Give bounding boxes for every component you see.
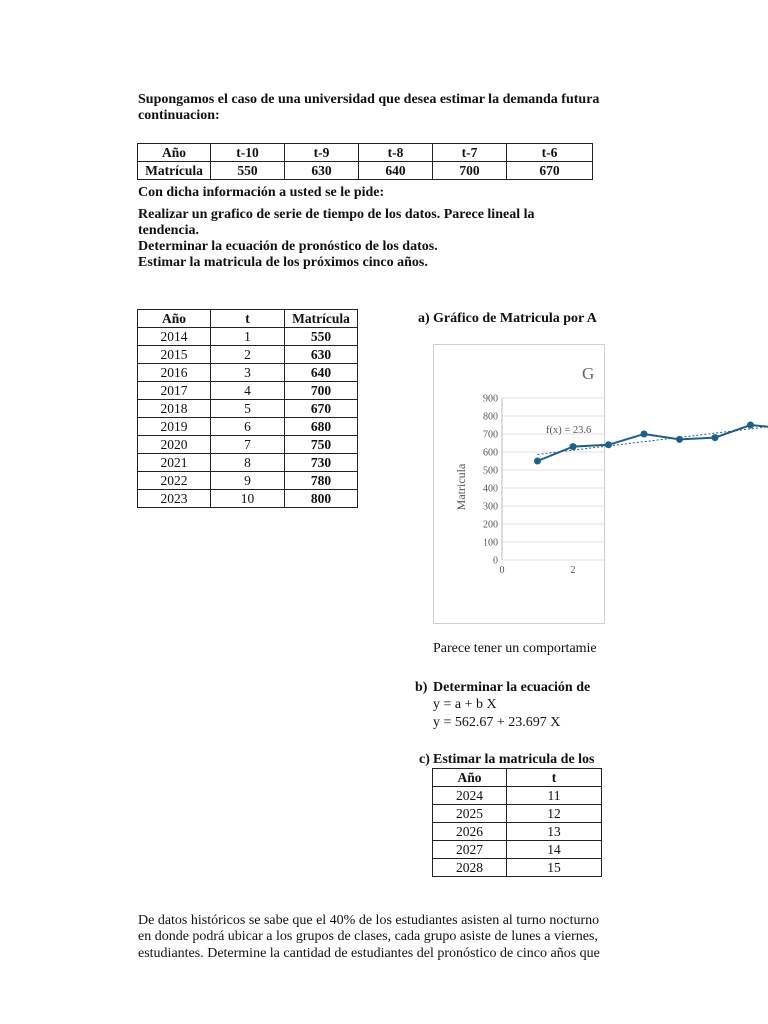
table-cell: 2024	[433, 787, 507, 805]
table-cell: Matrícula	[138, 162, 211, 180]
y-tick-label: 100	[483, 537, 498, 549]
table-row	[138, 144, 593, 162]
table-cell: 630	[285, 346, 358, 364]
data-point	[605, 441, 612, 448]
table-cell: 750	[285, 436, 358, 454]
table-cell: 2021	[138, 454, 211, 472]
table-header: t	[507, 769, 602, 787]
table-cell: 2019	[138, 418, 211, 436]
table-cell: 550	[211, 162, 285, 180]
table-cell: 6	[211, 418, 285, 436]
table-row	[138, 418, 358, 436]
table-cell: 630	[285, 162, 359, 180]
trendline-label: f(x) = 23.6	[546, 425, 592, 436]
table-cell: 14	[507, 841, 602, 859]
y-tick-label: 700	[483, 429, 498, 441]
data-point	[676, 436, 683, 443]
table-cell: 2026	[433, 823, 507, 841]
table-cell: 2014	[138, 328, 211, 346]
x-tick-label: 0	[499, 565, 505, 576]
table-cell: 11	[507, 787, 602, 805]
table-row	[138, 382, 358, 400]
table-header: t-9	[285, 144, 359, 162]
table-cell: 730	[285, 454, 358, 472]
table-cell: 2	[211, 346, 285, 364]
table-row	[138, 346, 358, 364]
table-cell: 9	[211, 472, 285, 490]
table-cell: 2016	[138, 364, 211, 382]
table-cell: 12	[507, 805, 602, 823]
table-cell: 2023	[138, 490, 211, 508]
y-tick-label: 0	[493, 555, 498, 567]
table-cell: 700	[285, 382, 358, 400]
footer-line-3-cut: estudiantes. Determine la cantidad de estudiantes del pronóstico de cinco años que	[138, 946, 600, 961]
table-row	[138, 364, 358, 382]
table-row	[433, 787, 602, 805]
data-point	[641, 431, 648, 438]
table-cell: 3	[211, 364, 285, 382]
section-a-title: Gráfico de Matricula por A	[433, 311, 597, 326]
table-row	[138, 436, 358, 454]
table-cell: 700	[433, 162, 507, 180]
table-row	[433, 805, 602, 823]
table-cell: 2018	[138, 400, 211, 418]
data-point	[712, 434, 719, 441]
data-point	[747, 422, 754, 429]
table-header: t	[211, 310, 285, 328]
series-line	[538, 416, 768, 461]
enrollment-data-table	[137, 309, 358, 508]
chart-title: G	[582, 364, 595, 383]
y-tick-label: 400	[483, 483, 498, 495]
table-row	[433, 769, 602, 787]
section-c-title: Estimar la matricula de los	[433, 752, 595, 767]
data-point	[570, 443, 577, 450]
intro-line-1: Supongamos el caso de una universidad que desea estimar la demanda futura	[138, 92, 600, 107]
line-chart	[434, 345, 604, 623]
table-cell: 1	[211, 328, 285, 346]
table-row	[138, 400, 358, 418]
instructions-line-2: tendencia.	[138, 223, 200, 238]
section-a-label: a)	[418, 311, 430, 326]
table-row	[433, 841, 602, 859]
table-header: Año	[433, 769, 507, 787]
footer-line-1: De datos históricos se sabe que el 40% de los estudiantes asisten al turno nocturno	[138, 913, 600, 928]
table-header: t-8	[359, 144, 433, 162]
y-tick-label: 500	[483, 465, 498, 477]
y-tick-label: 900	[483, 393, 498, 405]
table-row	[138, 490, 358, 508]
x-tick-label: 2	[570, 565, 576, 576]
table-cell: 680	[285, 418, 358, 436]
table-cell: 670	[507, 162, 593, 180]
y-tick-label: 300	[483, 501, 498, 513]
chart-container	[433, 344, 605, 624]
equation-general: y = a + b X	[433, 697, 497, 712]
observation-text: Parece tener un comportamie	[433, 641, 597, 656]
instructions-line-4: Estimar la matricula de los próximos cinco años.	[138, 255, 428, 270]
table-header: t-10	[211, 144, 285, 162]
table-cell: 4	[211, 382, 285, 400]
table-cell: 800	[285, 490, 358, 508]
table-cell: 780	[285, 472, 358, 490]
table-cell: 5	[211, 400, 285, 418]
table-cell: 550	[285, 328, 358, 346]
table-cell: 10	[211, 490, 285, 508]
y-tick-label: 800	[483, 411, 498, 423]
y-tick-label: 200	[483, 519, 498, 531]
table-cell: 640	[359, 162, 433, 180]
table-cell: 670	[285, 400, 358, 418]
y-axis-label: Matricula	[454, 463, 468, 511]
table-row	[138, 454, 358, 472]
table-header: t-7	[433, 144, 507, 162]
table-cell: 13	[507, 823, 602, 841]
intro-line-2: continuacion:	[138, 108, 220, 123]
table-header: Año	[138, 144, 211, 162]
enrollment-periods-table	[137, 143, 593, 180]
table-header: t-6	[507, 144, 593, 162]
table-cell: 7	[211, 436, 285, 454]
table-row	[138, 328, 358, 346]
table-row	[433, 859, 602, 877]
instructions-cut-line: Con dicha información a usted se le pide:	[138, 185, 385, 200]
y-tick-label: 600	[483, 447, 498, 459]
table-row	[433, 823, 602, 841]
section-c-label: c)	[419, 752, 430, 767]
equation-fitted: y = 562.67 + 23.697 X	[433, 715, 561, 730]
table-row	[138, 472, 358, 490]
table-cell: 2020	[138, 436, 211, 454]
table-cell: 2027	[433, 841, 507, 859]
footer-line-2: en donde podrá ubicar a los grupos de clases, cada grupo asiste de lunes a viernes,	[138, 929, 598, 944]
table-cell: 15	[507, 859, 602, 877]
table-cell: 2015	[138, 346, 211, 364]
table-cell: 2022	[138, 472, 211, 490]
section-b-title: Determinar la ecuación de	[433, 680, 591, 695]
table-cell: 640	[285, 364, 358, 382]
table-cell: 2017	[138, 382, 211, 400]
data-point	[534, 458, 541, 465]
table-row	[138, 162, 593, 180]
table-cell: 8	[211, 454, 285, 472]
instructions-line-1: Realizar un grafico de serie de tiempo de los datos. Parece lineal la	[138, 207, 535, 222]
forecast-table	[432, 768, 602, 877]
instructions-line-3: Determinar la ecuación de pronóstico de los datos.	[138, 239, 438, 254]
table-cell: 2025	[433, 805, 507, 823]
section-b-label: b)	[415, 680, 428, 695]
table-row	[138, 310, 358, 328]
table-header: Año	[138, 310, 211, 328]
table-header: Matrícula	[285, 310, 358, 328]
table-cell: 2028	[433, 859, 507, 877]
